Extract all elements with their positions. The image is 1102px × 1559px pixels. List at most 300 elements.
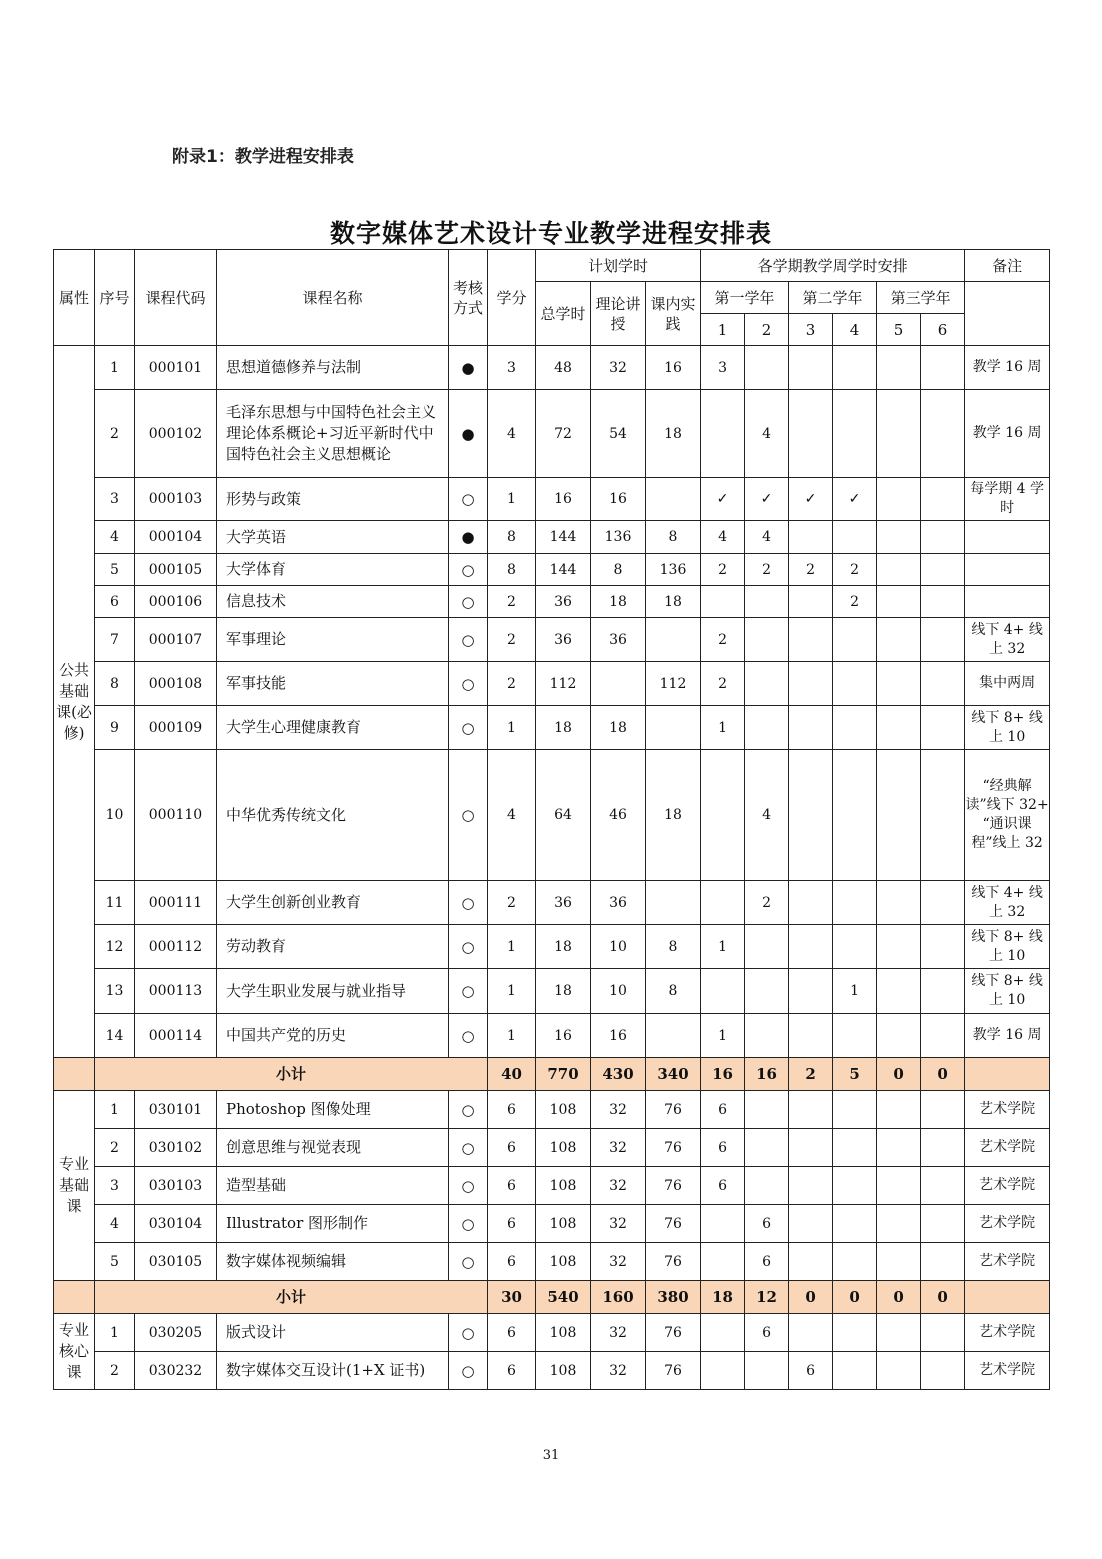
practice-cell: 18 (646, 750, 701, 881)
total-hours-cell: 108 (536, 1129, 591, 1167)
total-hours-cell: 108 (536, 1243, 591, 1281)
code-cell: 000104 (135, 521, 217, 554)
sem3-cell (789, 925, 833, 969)
practice-cell (646, 618, 701, 662)
sem6-cell (921, 1091, 965, 1129)
course-name-cell: 思想道德修养与法制 (217, 346, 449, 390)
sem4-cell (833, 1129, 877, 1167)
sem2-cell: ✓ (745, 478, 789, 521)
header-credit: 学分 (488, 250, 536, 346)
exam-cell: ○ (449, 618, 488, 662)
exam-cell: ○ (449, 1129, 488, 1167)
subtotal-credit-cell: 30 (488, 1281, 536, 1314)
credit-cell: 1 (488, 706, 536, 750)
code-cell: 000114 (135, 1014, 217, 1058)
sem3-cell: 6 (789, 1352, 833, 1390)
sem2-cell (745, 1129, 789, 1167)
header-semester-1: 1 (701, 314, 745, 346)
credit-cell: 8 (488, 521, 536, 554)
subtotal-s4-cell: 0 (833, 1281, 877, 1314)
sem3-cell (789, 521, 833, 554)
practice-cell: 76 (646, 1129, 701, 1167)
subtotal-s1-cell: 16 (701, 1058, 745, 1091)
exam-cell: ○ (449, 1243, 488, 1281)
seq-cell: 1 (95, 1314, 135, 1352)
theory-cell: 16 (591, 478, 646, 521)
sem3-cell (789, 969, 833, 1014)
practice-cell: 76 (646, 1091, 701, 1129)
credit-cell: 6 (488, 1167, 536, 1205)
document-title: 数字媒体艺术设计专业教学进程安排表 (329, 219, 772, 248)
header-practice: 课内实践 (646, 282, 701, 346)
note-cell: 集中两周 (965, 662, 1050, 706)
sem6-cell (921, 1352, 965, 1390)
subtotal-s3-cell: 2 (789, 1058, 833, 1091)
subtotal-blank (54, 1058, 95, 1091)
seq-cell: 14 (95, 1014, 135, 1058)
total-hours-cell: 108 (536, 1205, 591, 1243)
note-cell: 教学 16 周 (965, 1014, 1050, 1058)
sem4-cell (833, 1205, 877, 1243)
exam-cell: ○ (449, 881, 488, 925)
sem4-cell (833, 521, 877, 554)
sem6-cell (921, 662, 965, 706)
sem3-cell (789, 1091, 833, 1129)
sem3-cell (789, 586, 833, 618)
code-cell: 000106 (135, 586, 217, 618)
sem5-cell (877, 1129, 921, 1167)
note-cell: 线下 4+ 线上 32 (965, 618, 1050, 662)
subtotal-label: 小计 (95, 1058, 488, 1091)
sem1-cell (701, 1205, 745, 1243)
course-name-cell: 军事理论 (217, 618, 449, 662)
sem2-cell (745, 1091, 789, 1129)
sem5-cell (877, 662, 921, 706)
subtotal-label: 小计 (95, 1281, 488, 1314)
practice-cell: 18 (646, 390, 701, 478)
header-year-3: 第三学年 (877, 282, 965, 314)
sem4-cell (833, 925, 877, 969)
sem6-cell (921, 1243, 965, 1281)
total-hours-cell: 108 (536, 1091, 591, 1129)
sem1-cell (701, 390, 745, 478)
sem1-cell: 1 (701, 925, 745, 969)
sem1-cell (701, 750, 745, 881)
course-name-cell: 毛泽东思想与中国特色社会主义理论体系概论+习近平新时代中国特色社会主义思想概论 (217, 390, 449, 478)
sem1-cell (701, 1243, 745, 1281)
subtotal-practice-cell: 380 (646, 1281, 701, 1314)
note-cell: 艺术学院 (965, 1129, 1050, 1167)
sem5-cell (877, 1091, 921, 1129)
total-hours-cell: 36 (536, 881, 591, 925)
code-cell: 000103 (135, 478, 217, 521)
subtotal-s6-cell: 0 (921, 1058, 965, 1091)
code-cell: 000105 (135, 554, 217, 586)
seq-cell: 5 (95, 554, 135, 586)
sem3-cell (789, 346, 833, 390)
subtotal-note-cell (965, 1281, 1050, 1314)
header-plan-hours: 计划学时 (536, 250, 701, 282)
exam-cell: ○ (449, 925, 488, 969)
theory-cell: 32 (591, 1205, 646, 1243)
sem6-cell (921, 925, 965, 969)
seq-cell: 2 (95, 1129, 135, 1167)
sem6-cell (921, 969, 965, 1014)
seq-cell: 8 (95, 662, 135, 706)
header-note-blank (965, 282, 1050, 346)
credit-cell: 1 (488, 478, 536, 521)
exam-cell: ○ (449, 1014, 488, 1058)
course-name-cell: 数字媒体视频编辑 (217, 1243, 449, 1281)
practice-cell (646, 706, 701, 750)
practice-cell (646, 478, 701, 521)
code-cell: 000107 (135, 618, 217, 662)
subtotal-s5-cell: 0 (877, 1058, 921, 1091)
sem2-cell: 4 (745, 521, 789, 554)
seq-cell: 2 (95, 1352, 135, 1390)
subtotal-practice-cell: 340 (646, 1058, 701, 1091)
total-hours-cell: 18 (536, 925, 591, 969)
table-row (54, 554, 1050, 586)
sem6-cell (921, 586, 965, 618)
header-year-2: 第二学年 (789, 282, 877, 314)
sem6-cell (921, 521, 965, 554)
sem4-cell (833, 1167, 877, 1205)
sem4-cell (833, 1314, 877, 1352)
table-row (54, 1243, 1050, 1281)
total-hours-cell: 16 (536, 478, 591, 521)
sem5-cell (877, 1205, 921, 1243)
credit-cell: 2 (488, 881, 536, 925)
sem4-cell (833, 1352, 877, 1390)
credit-cell: 1 (488, 925, 536, 969)
sem2-cell (745, 925, 789, 969)
sem5-cell (877, 554, 921, 586)
exam-cell: ○ (449, 969, 488, 1014)
exam-cell: ○ (449, 1167, 488, 1205)
course-name-cell: 劳动教育 (217, 925, 449, 969)
sem4-cell (833, 1014, 877, 1058)
sem1-cell (701, 881, 745, 925)
total-hours-cell: 36 (536, 618, 591, 662)
sem4-cell (833, 1091, 877, 1129)
category-cell: 公共基础课(必修) (54, 346, 95, 1058)
page-number: 31 (542, 1448, 560, 1463)
note-cell: 线下 4+ 线上 32 (965, 881, 1050, 925)
subtotal-note-cell (965, 1058, 1050, 1091)
subtotal-total-cell: 770 (536, 1058, 591, 1091)
course-name-cell: 版式设计 (217, 1314, 449, 1352)
practice-cell: 76 (646, 1205, 701, 1243)
table-row (54, 1352, 1050, 1390)
header-attr: 属性 (54, 250, 95, 346)
seq-cell: 2 (95, 390, 135, 478)
credit-cell: 3 (488, 346, 536, 390)
seq-cell: 5 (95, 1243, 135, 1281)
code-cell: 000111 (135, 881, 217, 925)
note-cell (965, 554, 1050, 586)
sem2-cell (745, 706, 789, 750)
sem1-cell: 2 (701, 554, 745, 586)
exam-cell: ○ (449, 478, 488, 521)
code-cell: 000113 (135, 969, 217, 1014)
code-cell: 030103 (135, 1167, 217, 1205)
seq-cell: 12 (95, 925, 135, 969)
note-cell (965, 586, 1050, 618)
subtotal-theory-cell: 160 (591, 1281, 646, 1314)
exam-cell: ○ (449, 706, 488, 750)
theory-cell: 46 (591, 750, 646, 881)
header-semester-3: 3 (789, 314, 833, 346)
sem2-cell: 2 (745, 554, 789, 586)
sem3-cell (789, 1243, 833, 1281)
practice-cell: 76 (646, 1352, 701, 1390)
header-name: 课程名称 (217, 250, 449, 346)
exam-cell: ● (449, 390, 488, 478)
sem2-cell (745, 662, 789, 706)
seq-cell: 3 (95, 1167, 135, 1205)
course-name-cell: Photoshop 图像处理 (217, 1091, 449, 1129)
code-cell: 000112 (135, 925, 217, 969)
table-row (54, 521, 1050, 554)
sem3-cell: 2 (789, 554, 833, 586)
note-cell: 线下 8+ 线上 10 (965, 706, 1050, 750)
credit-cell: 6 (488, 1352, 536, 1390)
sem6-cell (921, 881, 965, 925)
note-cell: 教学 16 周 (965, 390, 1050, 478)
practice-cell: 8 (646, 521, 701, 554)
seq-cell: 6 (95, 586, 135, 618)
practice-cell: 112 (646, 662, 701, 706)
exam-cell: ○ (449, 662, 488, 706)
sem3-cell (789, 1014, 833, 1058)
course-name-cell: 中国共产党的历史 (217, 1014, 449, 1058)
sem6-cell (921, 618, 965, 662)
course-name-cell: 中华优秀传统文化 (217, 750, 449, 881)
total-hours-cell: 64 (536, 750, 591, 881)
theory-cell (591, 662, 646, 706)
course-name-cell: 大学生职业发展与就业指导 (217, 969, 449, 1014)
sem5-cell (877, 618, 921, 662)
code-cell: 030101 (135, 1091, 217, 1129)
total-hours-cell: 108 (536, 1314, 591, 1352)
total-hours-cell: 72 (536, 390, 591, 478)
table-row (54, 390, 1050, 478)
credit-cell: 2 (488, 662, 536, 706)
sem1-cell: 6 (701, 1167, 745, 1205)
sem6-cell (921, 1014, 965, 1058)
subtotal-row (54, 1058, 1050, 1091)
sem6-cell (921, 750, 965, 881)
course-name-cell: 信息技术 (217, 586, 449, 618)
sem5-cell (877, 750, 921, 881)
course-name-cell: 军事技能 (217, 662, 449, 706)
header-year-1: 第一学年 (701, 282, 789, 314)
header-note: 备注 (965, 250, 1050, 282)
subtotal-s4-cell: 5 (833, 1058, 877, 1091)
header-seq: 序号 (95, 250, 135, 346)
table-row (54, 586, 1050, 618)
curriculum-table (53, 249, 1050, 1390)
sem3-cell (789, 750, 833, 881)
note-cell: 艺术学院 (965, 1091, 1050, 1129)
sem3-cell: ✓ (789, 478, 833, 521)
note-cell: 线下 8+ 线上 10 (965, 969, 1050, 1014)
table-row (54, 662, 1050, 706)
theory-cell: 8 (591, 554, 646, 586)
sem1-cell: ✓ (701, 478, 745, 521)
seq-cell: 4 (95, 1205, 135, 1243)
credit-cell: 6 (488, 1205, 536, 1243)
sem1-cell (701, 1314, 745, 1352)
course-name-cell: 创意思维与视觉表现 (217, 1129, 449, 1167)
exam-cell: ○ (449, 750, 488, 881)
code-cell: 000102 (135, 390, 217, 478)
total-hours-cell: 144 (536, 554, 591, 586)
sem2-cell: 4 (745, 390, 789, 478)
credit-cell: 6 (488, 1314, 536, 1352)
category-cell: 专业基础课 (54, 1091, 95, 1281)
table-row (54, 881, 1050, 925)
code-cell: 030105 (135, 1243, 217, 1281)
header-semester-arrangement: 各学期教学周学时安排 (701, 250, 965, 282)
practice-cell: 136 (646, 554, 701, 586)
theory-cell: 18 (591, 586, 646, 618)
total-hours-cell: 16 (536, 1014, 591, 1058)
sem2-cell (745, 618, 789, 662)
subtotal-s2-cell: 16 (745, 1058, 789, 1091)
total-hours-cell: 108 (536, 1352, 591, 1390)
seq-cell: 13 (95, 969, 135, 1014)
sem4-cell: 1 (833, 969, 877, 1014)
sem4-cell (833, 346, 877, 390)
subtotal-s3-cell: 0 (789, 1281, 833, 1314)
seq-cell: 1 (95, 1091, 135, 1129)
seq-cell: 9 (95, 706, 135, 750)
sem2-cell: 2 (745, 881, 789, 925)
theory-cell: 136 (591, 521, 646, 554)
header-semester-2: 2 (745, 314, 789, 346)
sem5-cell (877, 969, 921, 1014)
note-cell: 线下 8+ 线上 10 (965, 925, 1050, 969)
table-row (54, 618, 1050, 662)
practice-cell: 76 (646, 1167, 701, 1205)
theory-cell: 16 (591, 1014, 646, 1058)
note-cell: 艺术学院 (965, 1205, 1050, 1243)
sem4-cell (833, 390, 877, 478)
sem3-cell (789, 1314, 833, 1352)
sem5-cell (877, 1352, 921, 1390)
exam-cell: ○ (449, 1352, 488, 1390)
sem4-cell (833, 706, 877, 750)
note-cell: 艺术学院 (965, 1352, 1050, 1390)
sem6-cell (921, 1205, 965, 1243)
course-name-cell: 造型基础 (217, 1167, 449, 1205)
table-row (54, 1129, 1050, 1167)
seq-cell: 10 (95, 750, 135, 881)
seq-cell: 1 (95, 346, 135, 390)
seq-cell: 3 (95, 478, 135, 521)
table-row (54, 750, 1050, 881)
table-row (54, 969, 1050, 1014)
header-semester-6: 6 (921, 314, 965, 346)
note-cell (965, 521, 1050, 554)
sem2-cell (745, 346, 789, 390)
table-body (54, 346, 1050, 1390)
credit-cell: 1 (488, 969, 536, 1014)
exam-cell: ○ (449, 586, 488, 618)
sem2-cell (745, 1014, 789, 1058)
credit-cell: 2 (488, 586, 536, 618)
sem2-cell: 6 (745, 1205, 789, 1243)
credit-cell: 4 (488, 390, 536, 478)
practice-cell: 18 (646, 586, 701, 618)
sem1-cell: 3 (701, 346, 745, 390)
sem1-cell: 1 (701, 706, 745, 750)
total-hours-cell: 48 (536, 346, 591, 390)
practice-cell: 76 (646, 1243, 701, 1281)
sem1-cell (701, 969, 745, 1014)
subtotal-s1-cell: 18 (701, 1281, 745, 1314)
sem6-cell (921, 1314, 965, 1352)
sem2-cell: 6 (745, 1314, 789, 1352)
sem6-cell (921, 706, 965, 750)
total-hours-cell: 18 (536, 969, 591, 1014)
note-cell: 艺术学院 (965, 1243, 1050, 1281)
sem5-cell (877, 478, 921, 521)
theory-cell: 32 (591, 1352, 646, 1390)
sem4-cell (833, 662, 877, 706)
sem6-cell (921, 478, 965, 521)
sem6-cell (921, 554, 965, 586)
sem5-cell (877, 1243, 921, 1281)
sem2-cell (745, 1352, 789, 1390)
seq-cell: 4 (95, 521, 135, 554)
table-row (54, 346, 1050, 390)
sem4-cell: ✓ (833, 478, 877, 521)
code-cell: 000108 (135, 662, 217, 706)
sem5-cell (877, 1014, 921, 1058)
sem1-cell: 4 (701, 521, 745, 554)
sem4-cell (833, 618, 877, 662)
credit-cell: 6 (488, 1129, 536, 1167)
code-cell: 030232 (135, 1352, 217, 1390)
sem3-cell (789, 1129, 833, 1167)
sem5-cell (877, 586, 921, 618)
table-row (54, 1167, 1050, 1205)
subtotal-credit-cell: 40 (488, 1058, 536, 1091)
table-row (54, 1091, 1050, 1129)
credit-cell: 6 (488, 1091, 536, 1129)
sem5-cell (877, 925, 921, 969)
credit-cell: 4 (488, 750, 536, 881)
exam-cell: ○ (449, 554, 488, 586)
exam-cell: ○ (449, 1314, 488, 1352)
total-hours-cell: 108 (536, 1167, 591, 1205)
course-name-cell: Illustrator 图形制作 (217, 1205, 449, 1243)
sem5-cell (877, 390, 921, 478)
sem2-cell: 6 (745, 1243, 789, 1281)
header-exam: 考核方式 (449, 250, 488, 346)
credit-cell: 8 (488, 554, 536, 586)
practice-cell: 76 (646, 1314, 701, 1352)
theory-cell: 32 (591, 346, 646, 390)
course-name-cell: 大学生创新创业教育 (217, 881, 449, 925)
sem2-cell (745, 969, 789, 1014)
credit-cell: 2 (488, 618, 536, 662)
sem4-cell (833, 1243, 877, 1281)
code-cell: 000110 (135, 750, 217, 881)
